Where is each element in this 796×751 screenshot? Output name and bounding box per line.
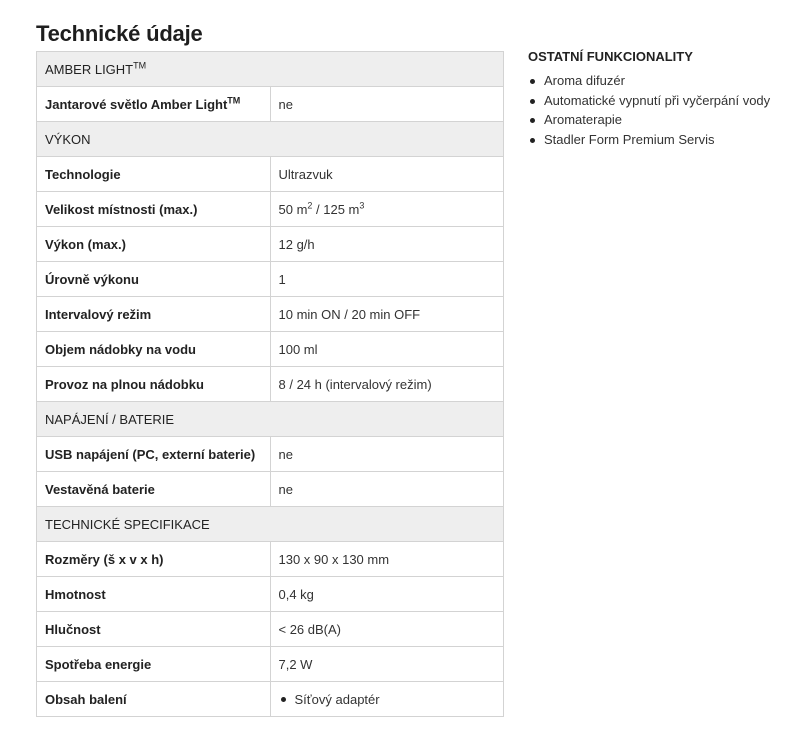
spec-value: ne [270, 472, 504, 507]
list-item: Aromaterapie [528, 110, 788, 130]
spec-row [37, 367, 504, 402]
spec-label: Intervalový režim [37, 297, 271, 332]
spec-label: Technologie [37, 157, 271, 192]
spec-row [37, 332, 504, 367]
section-row-amber-light [37, 52, 504, 87]
room-volume-value: / 125 m [312, 201, 360, 217]
spec-label: Hlučnost [37, 612, 271, 647]
spec-value: 100 ml [270, 332, 504, 367]
package-item-text: Síťový adaptér [294, 691, 380, 707]
section-row-power-supply [37, 402, 504, 437]
spec-row [37, 647, 504, 682]
spec-row [37, 297, 504, 332]
list-item: Automatické vypnutí při vyčerpání vody [528, 91, 788, 111]
spec-value [270, 682, 504, 717]
spec-row [37, 577, 504, 612]
spec-row [37, 682, 504, 717]
spec-row [37, 157, 504, 192]
spec-value: 130 x 90 x 130 mm [270, 542, 504, 577]
spec-value: 7,2 W [270, 647, 504, 682]
spec-value [270, 192, 504, 227]
other-features-panel [528, 49, 788, 149]
spec-label: Vestavěná baterie [37, 472, 271, 507]
spec-value: 8 / 24 h (intervalový režim) [270, 367, 504, 402]
spec-row [37, 612, 504, 647]
spec-label: Výkon (max.) [37, 227, 271, 262]
bullet-icon [281, 697, 286, 702]
spec-row [37, 262, 504, 297]
list-item: Stadler Form Premium Servis [528, 130, 788, 150]
list-item: Aroma difuzér [528, 71, 788, 91]
spec-label: Velikost místnosti (max.) [37, 192, 271, 227]
package-list-item [279, 692, 496, 707]
section-title: AMBER LIGHT [45, 61, 134, 77]
spec-label: Obsah balení [37, 682, 271, 717]
spec-value: 10 min ON / 20 min OFF [270, 297, 504, 332]
spec-row [37, 472, 504, 507]
spec-label: Úrovně výkonu [37, 262, 271, 297]
spec-row [37, 87, 504, 122]
other-features-title: OSTATNÍ FUNKCIONALITY [528, 49, 693, 64]
trademark-sup: TM [227, 95, 241, 106]
spec-label: Hmotnost [37, 577, 271, 612]
spec-value: < 26 dB(A) [270, 612, 504, 647]
section-header [37, 52, 504, 87]
spec-value: ne [270, 87, 504, 122]
cubed-sup: 3 [359, 200, 365, 211]
squared-sup: 2 [307, 200, 313, 211]
section-title: VÝKON [37, 122, 504, 157]
other-features-list [528, 71, 788, 149]
spec-row [37, 542, 504, 577]
spec-label: Objem nádobky na vodu [37, 332, 271, 367]
spec-value: Ultrazvuk [270, 157, 504, 192]
spec-label: Provoz na plnou nádobku [37, 367, 271, 402]
section-title: TECHNICKÉ SPECIFIKACE [37, 507, 504, 542]
spec-table [36, 51, 504, 717]
trademark-sup: TM [133, 60, 147, 71]
room-area-value: 50 m [278, 201, 308, 217]
spec-value: 1 [270, 262, 504, 297]
section-row-power [37, 122, 504, 157]
spec-label: Rozměry (š x v x h) [37, 542, 271, 577]
spec-label [37, 87, 271, 122]
spec-row [37, 192, 504, 227]
spec-label: USB napájení (PC, externí baterie) [37, 437, 271, 472]
spec-value: ne [270, 437, 504, 472]
section-title: NAPÁJENÍ / BATERIE [37, 402, 504, 437]
spec-value: 0,4 kg [270, 577, 504, 612]
section-row-technical-specs [37, 507, 504, 542]
spec-row [37, 227, 504, 262]
spec-label: Spotřeba energie [37, 647, 271, 682]
spec-label-text: Jantarové světlo Amber Light [45, 96, 228, 112]
spec-value: 12 g/h [270, 227, 504, 262]
page-title: Technické údaje [36, 20, 203, 46]
spec-row [37, 437, 504, 472]
